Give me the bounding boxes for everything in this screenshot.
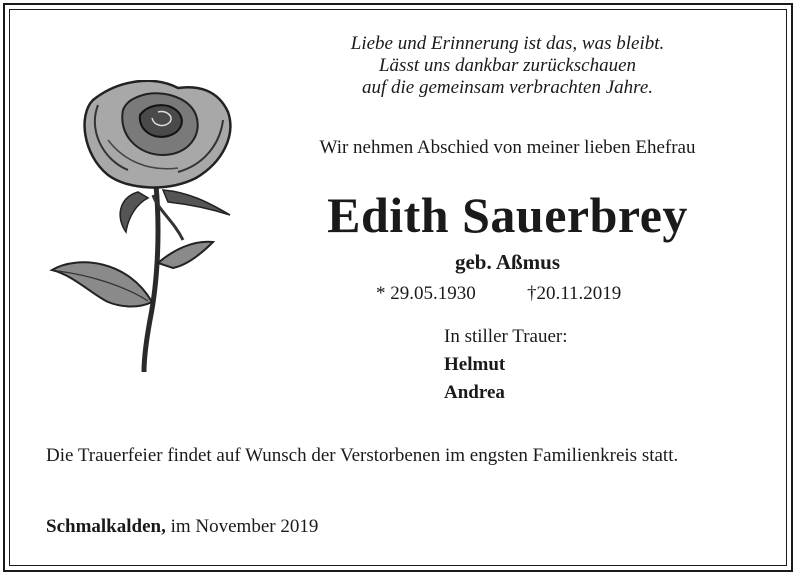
- death-date: †20.11.2019: [527, 283, 622, 304]
- rose-icon: [48, 80, 248, 375]
- maiden-name: geb. Aßmus: [454, 250, 561, 274]
- deceased-name: Edith Sauerbrey: [327, 187, 688, 243]
- place-date: im November 2019: [165, 516, 319, 537]
- poem-line-2: Lässt uns dankbar zurückschauen: [378, 55, 637, 76]
- memorial-poem: [290, 33, 725, 99]
- birth-date: * 29.05.1930: [376, 283, 476, 304]
- poem-line-1: Liebe und Erinnerung ist das, was bleibt.: [350, 33, 665, 54]
- mourners-heading: In stiller Trauer:: [444, 326, 568, 347]
- mourner-name: Helmut: [444, 354, 506, 375]
- mourners-block: [444, 323, 568, 407]
- mourner-name: Andrea: [444, 382, 505, 403]
- place-city: Schmalkalden,: [46, 516, 166, 537]
- place-date-line: [46, 516, 318, 538]
- farewell-intro: Wir nehmen Abschied von meiner lieben Ehefrau: [319, 137, 696, 158]
- funeral-notice: Die Trauerfeier findet auf Wunsch der Verstorbenen im engsten Familienkreis statt.: [46, 445, 679, 466]
- poem-line-3: auf die gemeinsam verbrachten Jahre.: [361, 77, 654, 98]
